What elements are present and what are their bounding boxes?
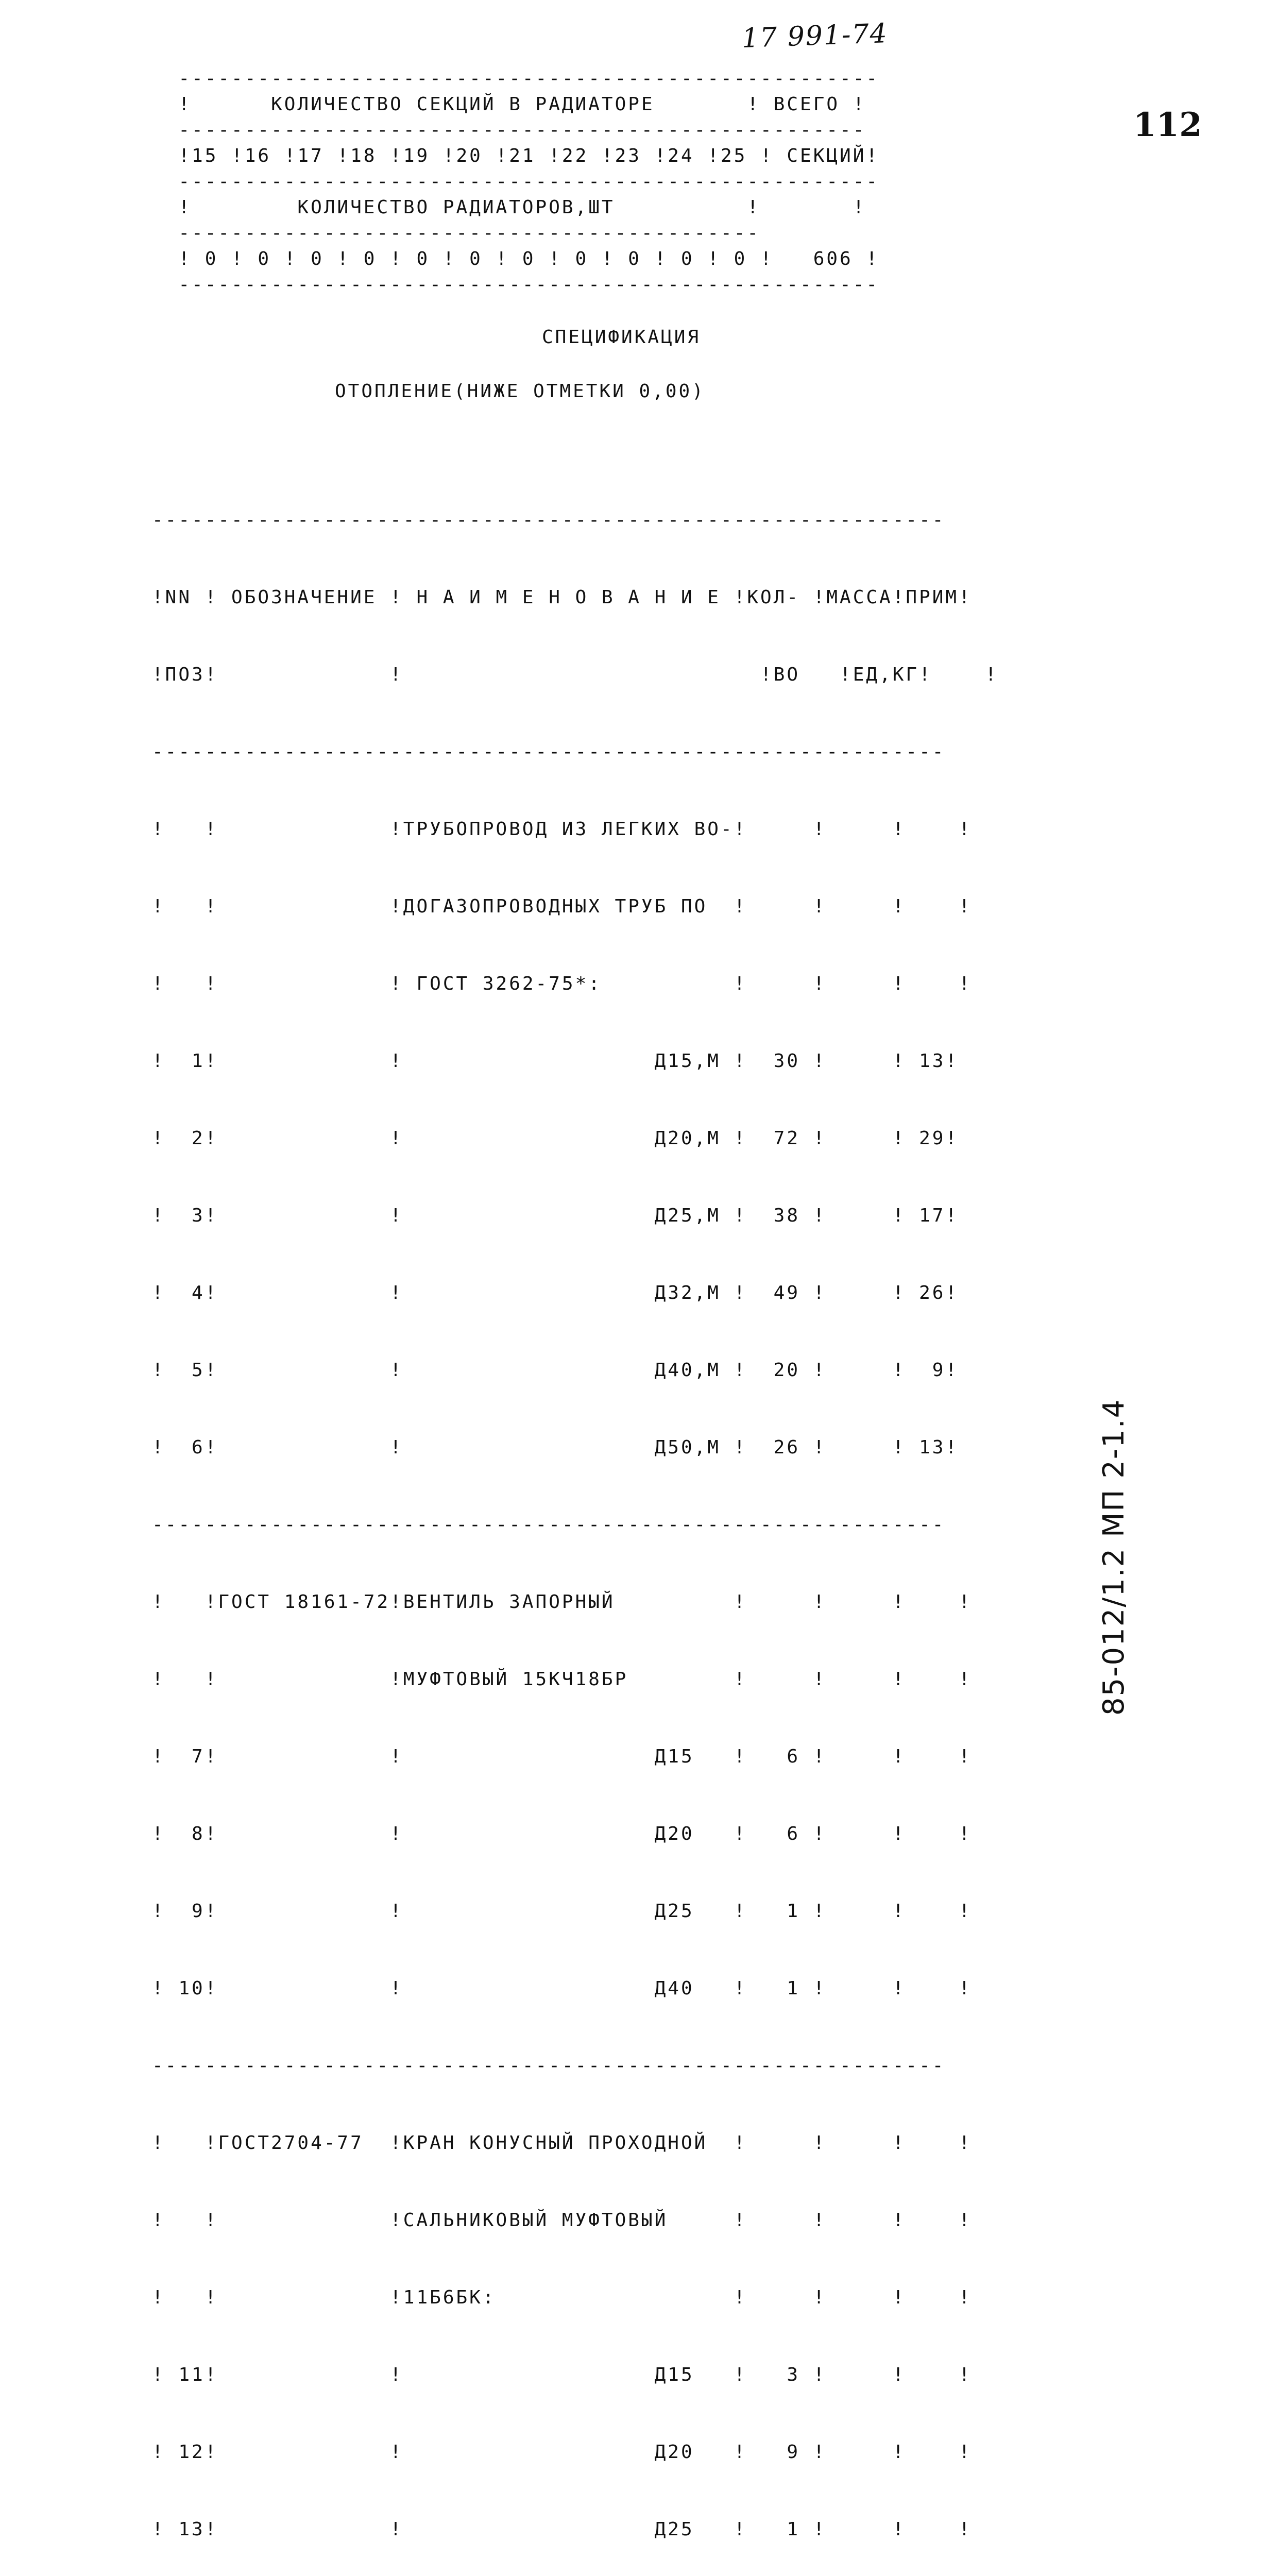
page-number: 112 xyxy=(1133,106,1202,144)
table-line: ! 3! ! Д25,М ! 38 ! ! 17! xyxy=(152,1205,959,1226)
table-line: ! ! !МУФТОВЫЙ 15КЧ18БР ! ! ! ! xyxy=(152,1669,972,1690)
radiator-sections-table xyxy=(152,40,879,298)
table-line: ! ! !11Б6БК: ! ! ! ! xyxy=(152,2287,972,2308)
table-line: ------------------------------------------------------------ xyxy=(152,1514,946,1535)
table-line: ----------------------------------------------------- xyxy=(178,68,880,89)
table-line: ------------------------------------------------------------ xyxy=(152,741,946,762)
table-line: -------------------------------------------- xyxy=(178,223,761,244)
table-line: ! ! ! ГОСТ 3262-75*: ! ! ! ! xyxy=(152,973,972,994)
table-line: ! ! !ТРУБОПРОВОД ИЗ ЛЕГКИХ ВО-! ! ! ! xyxy=(152,819,972,840)
table-line: ! 10! ! Д40 ! 1 ! ! ! xyxy=(152,1978,972,1999)
table-line: ! 0 ! 0 ! 0 ! 0 ! 0 ! 0 ! 0 ! 0 ! 0 ! 0 ! 0 ! 606 ! xyxy=(178,248,880,269)
table-line: ! 8! ! Д20 ! 6 ! ! ! xyxy=(152,1823,972,1844)
table-line: ! 12! ! Д20 ! 9 ! ! ! xyxy=(152,2442,972,2463)
table-line: !ПОЗ! ! !ВО !ЕД,КГ! ! xyxy=(152,664,999,685)
table-line: ! 2! ! Д20,М ! 72 ! ! 29! xyxy=(152,1128,959,1149)
table-line: ! 13! ! Д25 ! 1 ! ! ! xyxy=(152,2519,972,2540)
specification-subtitle: ОТОПЛЕНИЕ(НИЖЕ ОТМЕТКИ 0,00) xyxy=(335,381,705,402)
table-line: ---------------------------------------------------- xyxy=(178,120,866,141)
specification-table xyxy=(152,456,998,2576)
table-line: ------------------------------------------------------------ xyxy=(152,2055,946,2076)
table-line: !NN ! ОБОЗНАЧЕНИЕ ! Н А И М Е Н О В А Н И Е !КОЛ- !МАССА!ПРИМ! xyxy=(152,587,972,608)
document-code-stamp: 85-012/1.2 МП 2-1.4 xyxy=(1097,1398,1131,1716)
table-line: ------------------------------------------------------------ xyxy=(152,510,946,531)
table-line: ! 9! ! Д25 ! 1 ! ! ! xyxy=(152,1901,972,1922)
table-line: ! !ГОСТ 18161-72!ВЕНТИЛЬ ЗАПОРНЫЙ ! ! ! ! xyxy=(152,1591,972,1613)
handwritten-document-number: 17 991-74 xyxy=(741,18,889,54)
table-line: ! 1! ! Д15,М ! 30 ! ! 13! xyxy=(152,1050,959,1072)
table-line: ! 6! ! Д50,М ! 26 ! ! 13! xyxy=(152,1437,959,1458)
table-line: ! 4! ! Д32,М ! 49 ! ! 26! xyxy=(152,1282,959,1303)
table-line: ! 11! ! Д15 ! 3 ! ! ! xyxy=(152,2364,972,2385)
table-line: ----------------------------------------------------- xyxy=(178,171,880,192)
table-line: ! 7! ! Д15 ! 6 ! ! ! xyxy=(152,1746,972,1767)
table-line: ! !ГОСТ2704-77 !КРАН КОНУСНЫЙ ПРОХОДНОЙ ! ! ! ! xyxy=(152,2132,972,2154)
table-line: ! ! !САЛЬНИКОВЫЙ МУФТОВЫЙ ! ! ! ! xyxy=(152,2210,972,2231)
table-line: !15 !16 !17 !18 !19 !20 !21 !22 !23 !24 !25 ! СЕКЦИЙ! xyxy=(178,145,880,166)
table-line: ! 5! ! Д40,М ! 20 ! ! 9! xyxy=(152,1360,959,1381)
table-line: ! КОЛИЧЕСТВО СЕКЦИЙ В РАДИАТОРЕ ! ВСЕГО ! xyxy=(178,94,866,115)
specification-title: СПЕЦИФИКАЦИЯ xyxy=(542,327,701,348)
table-line: ! ! !ДОГАЗОПРОВОДНЫХ ТРУБ ПО ! ! ! ! xyxy=(152,896,972,917)
table-line: ----------------------------------------------------- xyxy=(178,274,880,295)
table-line: ! КОЛИЧЕСТВО РАДИАТОРОВ,ШТ ! ! xyxy=(178,197,866,218)
